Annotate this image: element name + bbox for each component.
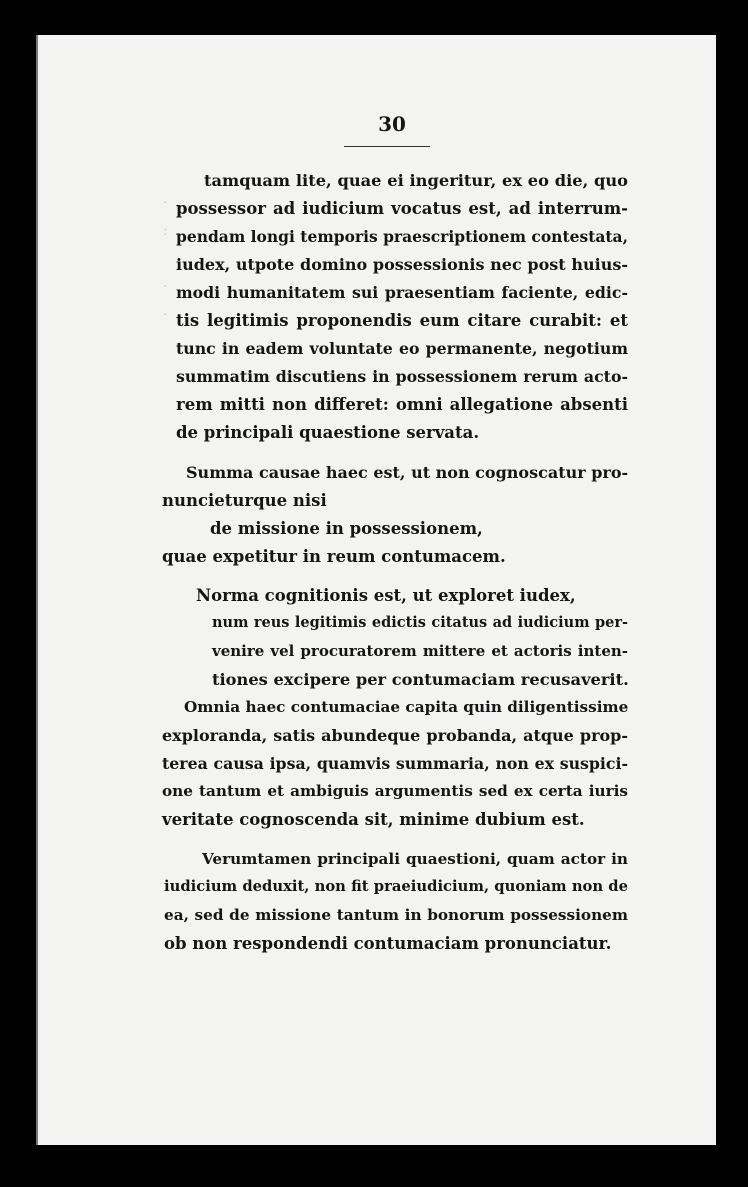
text-line: tunc in eadem voluntate eo permanente, negotium [176,339,628,358]
text-line: rem mitti non differet: omni allegatione absenti [176,395,628,414]
text-line: Norma cognitionis est, ut exploret iudex, [196,586,576,605]
text-line: summatim discutiens in possessionem rerum acto- [176,367,628,386]
text-line: venire vel procuratorem mittere et actoris inten- [212,642,628,660]
text-line: ea, sed de missione tantum in bonorum possessionem [164,906,628,924]
scanned-page [36,35,716,1145]
text-line: Verumtamen principali quaestioni, quam actor in [202,850,628,868]
text-line: iudex, utpote domino possessionis nec post huius- [176,255,628,274]
text-line: terea causa ipsa, quamvis summaria, non ex suspici- [162,754,628,773]
text-line: iudicium deduxit, non fit praeiudicium, quoniam non de [164,878,628,895]
text-line: de principali quaestione servata. [176,423,480,442]
page-number-rule [344,146,430,147]
bleed-through-mark: · [163,307,168,323]
text-line: one tantum et ambiguis argumentis sed ex certa iuris [162,782,628,800]
bleed-through-mark: : [163,223,168,239]
text-line: pendam longi temporis praescriptionem contestata, [176,227,628,246]
text-line: de missione in possessionem, [210,519,483,538]
bleed-through-mark: · [163,195,168,211]
text-line: tamquam lite, quae ei ingeritur, ex eo die, quo [204,171,628,190]
text-line: tis legitimis proponendis eum citare curabit: et [176,311,628,330]
page-number: 30 [378,112,406,136]
text-line: Summa causae haec est, ut non cognoscatur pro- [186,463,629,482]
text-line: modi humanitatem sui praesentiam faciente, edic- [176,283,628,302]
text-line: ob non respondendi contumaciam pronunciatur. [164,934,612,953]
text-line: possessor ad iudicium vocatus est, ad interrum- [176,199,628,218]
bleed-through-mark: · [163,279,168,295]
text-line: quae expetitur in reum contumacem. [162,547,506,566]
text-line: exploranda, satis abundeque probanda, atque prop- [162,726,628,745]
text-line: tiones excipere per contumaciam recusaverit. [212,670,629,689]
text-line: veritate cognoscenda sit, minime dubium est. [162,810,585,829]
text-line: num reus legitimis edictis citatus ad iudicium per- [212,614,628,631]
text-line: Omnia haec contumaciae capita quin diligentissime [184,698,629,716]
text-line: nuncieturque nisi [162,491,327,510]
